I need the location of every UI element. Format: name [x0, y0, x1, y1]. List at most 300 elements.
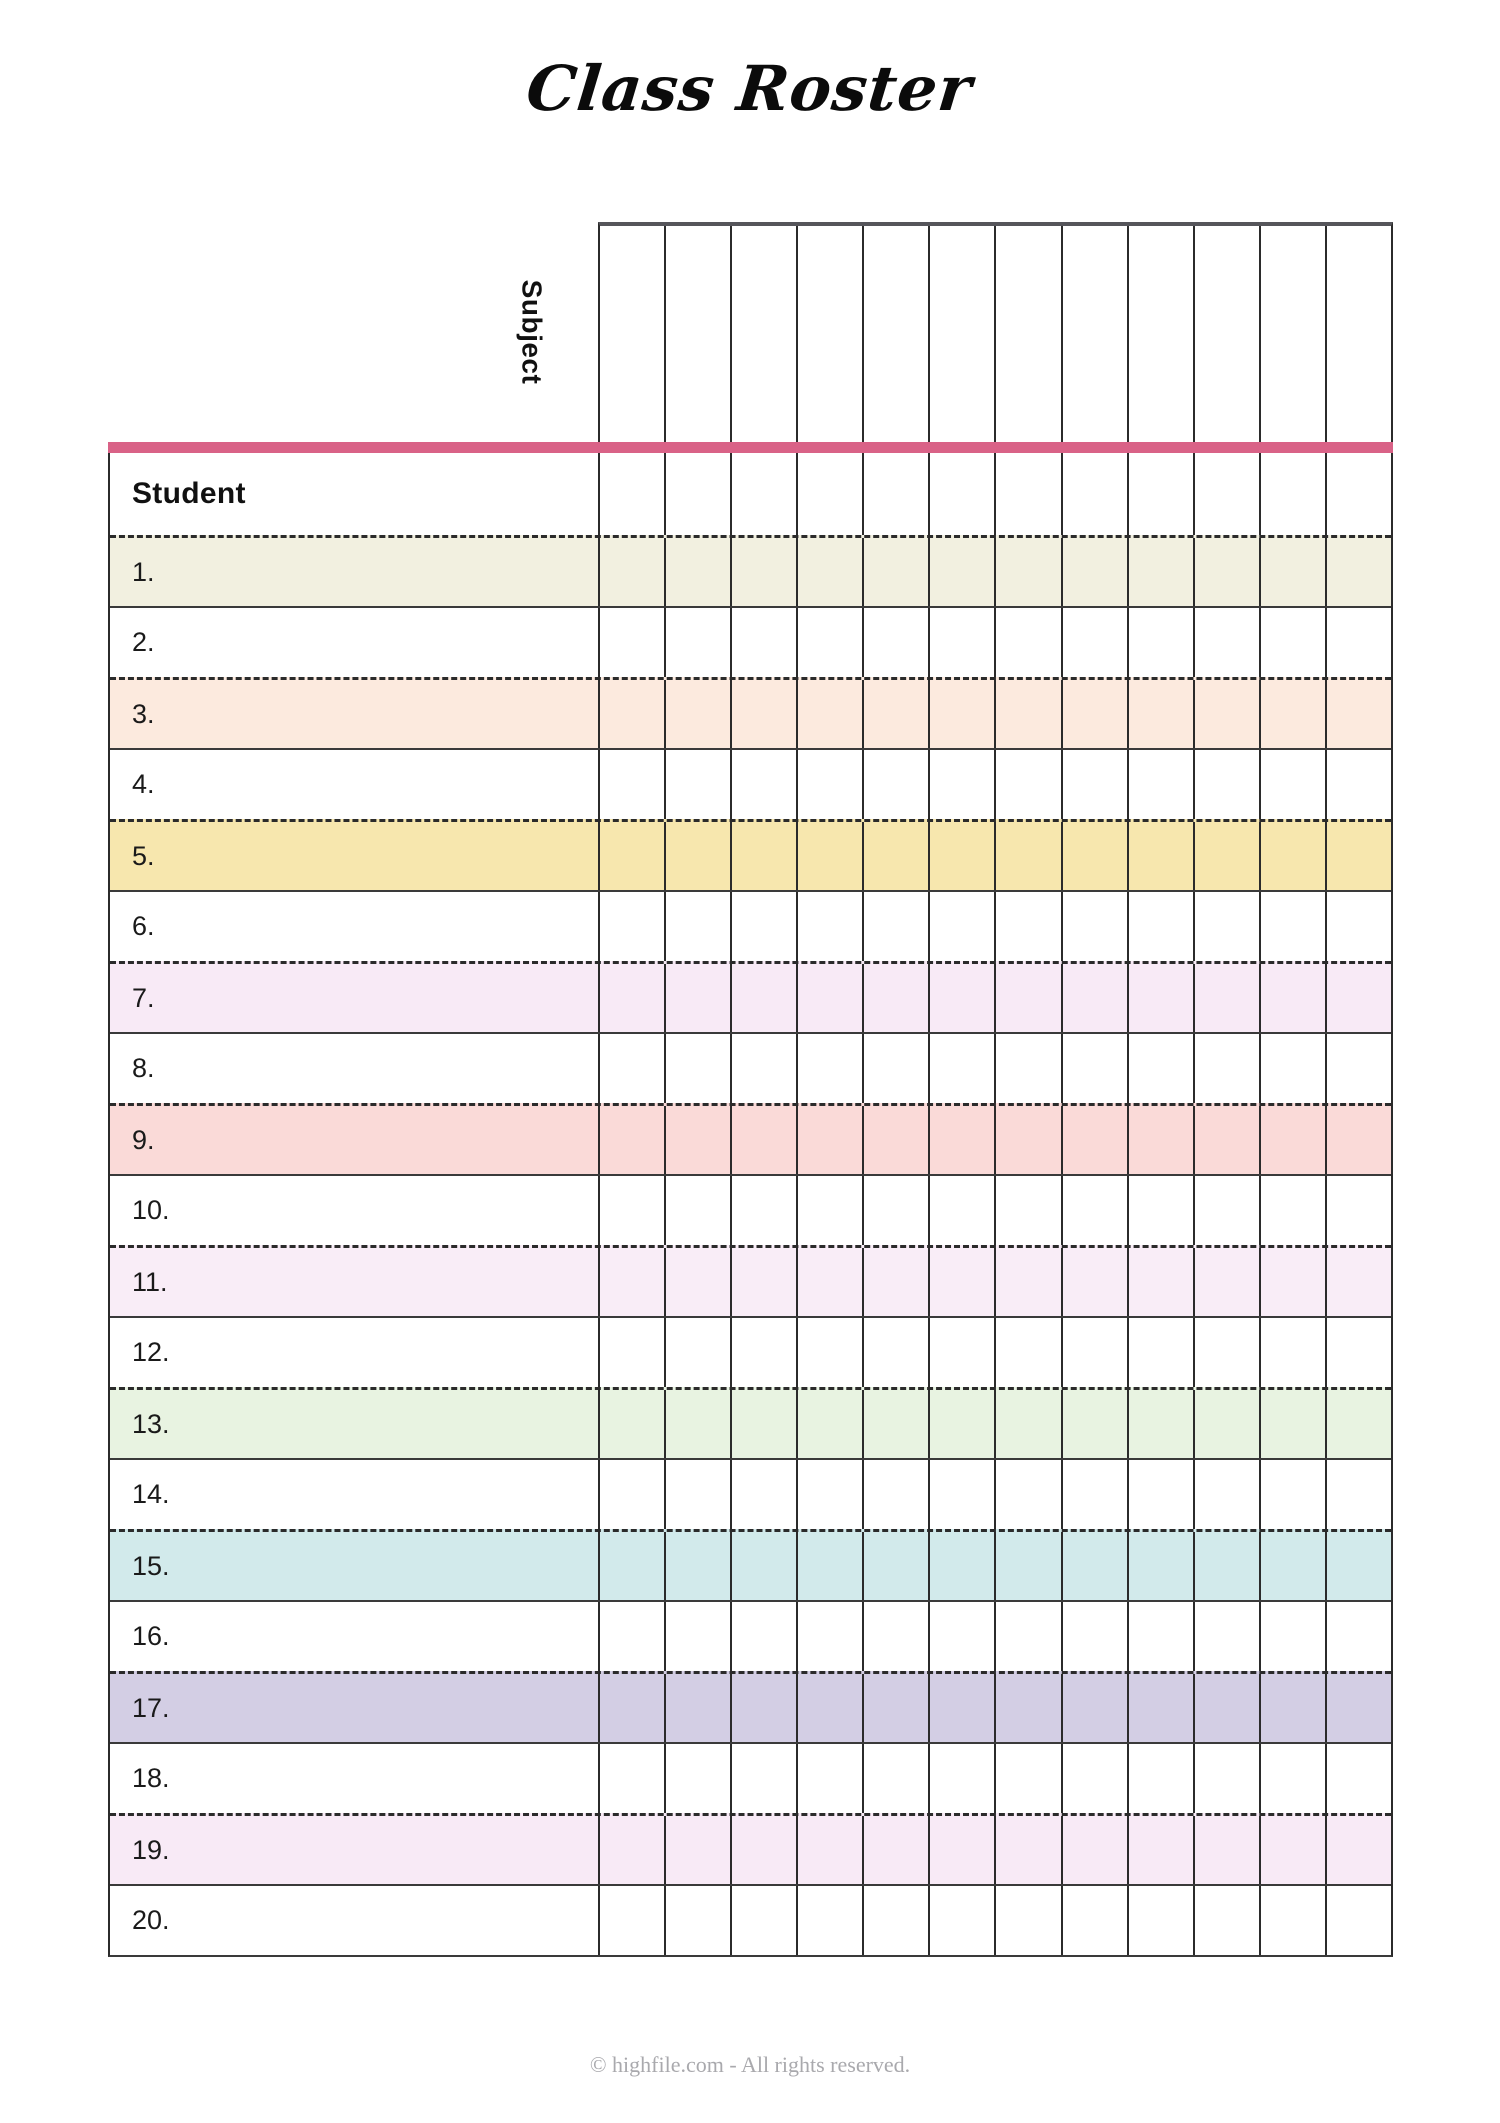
grade-cell-r8-c5[interactable] — [864, 1034, 930, 1103]
grade-cell-r6-c3[interactable] — [732, 892, 798, 961]
grade-cell-r19-c4[interactable] — [798, 1816, 864, 1884]
subject-column-header-8[interactable] — [1063, 226, 1129, 442]
student-name-cell-13[interactable] — [110, 1390, 600, 1458]
grade-cell-r12-c12[interactable] — [1327, 1318, 1391, 1387]
grade-cell-r11-c4[interactable] — [798, 1248, 864, 1316]
grade-cell-r17-c6[interactable] — [930, 1674, 996, 1742]
grade-cell-r17-c9[interactable] — [1129, 1674, 1195, 1742]
grade-cell-r20-c8[interactable] — [1063, 1886, 1129, 1955]
grade-cell-r11-c6[interactable] — [930, 1248, 996, 1316]
grade-cell-r2-c12[interactable] — [1327, 608, 1391, 677]
grade-cell-r2-c3[interactable] — [732, 608, 798, 677]
student-name-cell-6[interactable] — [110, 892, 600, 961]
grade-cell-r3-c8[interactable] — [1063, 680, 1129, 748]
grade-cell-r17-c2[interactable] — [666, 1674, 732, 1742]
grade-cell-r17-c3[interactable] — [732, 1674, 798, 1742]
grade-cell-r10-c5[interactable] — [864, 1176, 930, 1245]
student-header-cell-col-11[interactable] — [1261, 453, 1327, 535]
grade-cell-r5-c5[interactable] — [864, 822, 930, 890]
subject-column-header-4[interactable] — [798, 226, 864, 442]
grade-cell-r15-c9[interactable] — [1129, 1532, 1195, 1600]
grade-cell-r3-c7[interactable] — [996, 680, 1062, 748]
grade-cell-r20-c2[interactable] — [666, 1886, 732, 1955]
grade-cell-r9-c11[interactable] — [1261, 1106, 1327, 1174]
grade-cell-r9-c12[interactable] — [1327, 1106, 1391, 1174]
grade-cell-r5-c7[interactable] — [996, 822, 1062, 890]
grade-cell-r12-c8[interactable] — [1063, 1318, 1129, 1387]
student-name-cell-3[interactable] — [110, 680, 600, 748]
grade-cell-r16-c7[interactable] — [996, 1602, 1062, 1671]
grade-cell-r18-c9[interactable] — [1129, 1744, 1195, 1813]
subject-column-header-7[interactable] — [996, 226, 1062, 442]
grade-cell-r3-c4[interactable] — [798, 680, 864, 748]
student-header-cell-col-4[interactable] — [798, 453, 864, 535]
grade-cell-r10-c2[interactable] — [666, 1176, 732, 1245]
grade-cell-r7-c9[interactable] — [1129, 964, 1195, 1032]
grade-cell-r7-c2[interactable] — [666, 964, 732, 1032]
grade-cell-r11-c7[interactable] — [996, 1248, 1062, 1316]
subject-column-header-3[interactable] — [732, 226, 798, 442]
grade-cell-r9-c5[interactable] — [864, 1106, 930, 1174]
grade-cell-r16-c10[interactable] — [1195, 1602, 1261, 1671]
grade-cell-r8-c1[interactable] — [600, 1034, 666, 1103]
grade-cell-r1-c2[interactable] — [666, 538, 732, 606]
grade-cell-r1-c11[interactable] — [1261, 538, 1327, 606]
grade-cell-r13-c1[interactable] — [600, 1390, 666, 1458]
grade-cell-r2-c1[interactable] — [600, 608, 666, 677]
student-name-cell-17[interactable] — [110, 1674, 600, 1742]
grade-cell-r9-c7[interactable] — [996, 1106, 1062, 1174]
grade-cell-r5-c9[interactable] — [1129, 822, 1195, 890]
grade-cell-r15-c10[interactable] — [1195, 1532, 1261, 1600]
grade-cell-r17-c1[interactable] — [600, 1674, 666, 1742]
grade-cell-r3-c10[interactable] — [1195, 680, 1261, 748]
grade-cell-r5-c11[interactable] — [1261, 822, 1327, 890]
student-name-cell-5[interactable] — [110, 822, 600, 890]
grade-cell-r13-c6[interactable] — [930, 1390, 996, 1458]
grade-cell-r11-c12[interactable] — [1327, 1248, 1391, 1316]
student-name-cell-2[interactable] — [110, 608, 600, 677]
grade-cell-r7-c8[interactable] — [1063, 964, 1129, 1032]
grade-cell-r1-c3[interactable] — [732, 538, 798, 606]
grade-cell-r14-c12[interactable] — [1327, 1460, 1391, 1529]
grade-cell-r16-c12[interactable] — [1327, 1602, 1391, 1671]
grade-cell-r5-c1[interactable] — [600, 822, 666, 890]
grade-cell-r10-c6[interactable] — [930, 1176, 996, 1245]
grade-cell-r19-c12[interactable] — [1327, 1816, 1391, 1884]
grade-cell-r6-c11[interactable] — [1261, 892, 1327, 961]
grade-cell-r5-c3[interactable] — [732, 822, 798, 890]
student-header-cell-col-9[interactable] — [1129, 453, 1195, 535]
grade-cell-r4-c9[interactable] — [1129, 750, 1195, 819]
grade-cell-r3-c1[interactable] — [600, 680, 666, 748]
grade-cell-r4-c7[interactable] — [996, 750, 1062, 819]
grade-cell-r9-c10[interactable] — [1195, 1106, 1261, 1174]
grade-cell-r3-c9[interactable] — [1129, 680, 1195, 748]
student-name-cell-14[interactable] — [110, 1460, 600, 1529]
grade-cell-r11-c11[interactable] — [1261, 1248, 1327, 1316]
grade-cell-r11-c3[interactable] — [732, 1248, 798, 1316]
grade-cell-r18-c6[interactable] — [930, 1744, 996, 1813]
student-name-cell-18[interactable] — [110, 1744, 600, 1813]
grade-cell-r4-c5[interactable] — [864, 750, 930, 819]
row-number: 19. — [132, 1834, 170, 1865]
grade-cell-r5-c12[interactable] — [1327, 822, 1391, 890]
subject-column-header-5[interactable] — [864, 226, 930, 442]
grade-cell-r2-c10[interactable] — [1195, 608, 1261, 677]
grade-cell-r7-c4[interactable] — [798, 964, 864, 1032]
grade-cell-r11-c10[interactable] — [1195, 1248, 1261, 1316]
subject-column-header-10[interactable] — [1195, 226, 1261, 442]
grade-cell-r18-c12[interactable] — [1327, 1744, 1391, 1813]
grade-cell-r5-c10[interactable] — [1195, 822, 1261, 890]
grade-cell-r8-c4[interactable] — [798, 1034, 864, 1103]
grade-cell-r11-c8[interactable] — [1063, 1248, 1129, 1316]
grade-cell-r2-c9[interactable] — [1129, 608, 1195, 677]
grade-cell-r12-c1[interactable] — [600, 1318, 666, 1387]
grade-cell-r6-c10[interactable] — [1195, 892, 1261, 961]
grade-cell-r14-c1[interactable] — [600, 1460, 666, 1529]
grade-cell-r9-c1[interactable] — [600, 1106, 666, 1174]
grade-cell-r11-c9[interactable] — [1129, 1248, 1195, 1316]
grade-cell-r4-c1[interactable] — [600, 750, 666, 819]
grade-cell-r4-c2[interactable] — [666, 750, 732, 819]
table-row — [110, 1316, 1391, 1387]
grade-cell-r13-c8[interactable] — [1063, 1390, 1129, 1458]
grade-cell-r7-c12[interactable] — [1327, 964, 1391, 1032]
subject-column-header-1[interactable] — [600, 226, 666, 442]
grade-cell-r18-c4[interactable] — [798, 1744, 864, 1813]
grade-cell-r4-c10[interactable] — [1195, 750, 1261, 819]
grade-cell-r16-c8[interactable] — [1063, 1602, 1129, 1671]
grade-cell-r1-c5[interactable] — [864, 538, 930, 606]
grade-cell-r11-c1[interactable] — [600, 1248, 666, 1316]
grade-cell-r15-c5[interactable] — [864, 1532, 930, 1600]
grade-cell-r5-c8[interactable] — [1063, 822, 1129, 890]
grade-cell-r14-c2[interactable] — [666, 1460, 732, 1529]
grade-cell-r16-c6[interactable] — [930, 1602, 996, 1671]
grade-cell-r2-c4[interactable] — [798, 608, 864, 677]
grade-cell-r12-c10[interactable] — [1195, 1318, 1261, 1387]
student-header-cell-col-6[interactable] — [930, 453, 996, 535]
row-grid-cells — [600, 1744, 1391, 1813]
row-number: 4. — [132, 769, 155, 799]
grade-cell-r19-c1[interactable] — [600, 1816, 666, 1884]
grade-cell-r20-c7[interactable] — [996, 1886, 1062, 1955]
grade-cell-r16-c2[interactable] — [666, 1602, 732, 1671]
grade-cell-r2-c2[interactable] — [666, 608, 732, 677]
subject-column-header-11[interactable] — [1261, 226, 1327, 442]
grade-cell-r8-c10[interactable] — [1195, 1034, 1261, 1103]
grade-cell-r14-c10[interactable] — [1195, 1460, 1261, 1529]
grade-cell-r8-c2[interactable] — [666, 1034, 732, 1103]
grade-cell-r3-c3[interactable] — [732, 680, 798, 748]
grade-cell-r1-c1[interactable] — [600, 538, 666, 606]
grade-cell-r10-c1[interactable] — [600, 1176, 666, 1245]
grade-cell-r11-c2[interactable] — [666, 1248, 732, 1316]
subject-column-header-2[interactable] — [666, 226, 732, 442]
student-header-cell-col-5[interactable] — [864, 453, 930, 535]
grade-cell-r19-c7[interactable] — [996, 1816, 1062, 1884]
grade-cell-r13-c11[interactable] — [1261, 1390, 1327, 1458]
grade-cell-r13-c12[interactable] — [1327, 1390, 1391, 1458]
grade-cell-r2-c5[interactable] — [864, 608, 930, 677]
grade-cell-r20-c12[interactable] — [1327, 1886, 1391, 1955]
grade-cell-r6-c9[interactable] — [1129, 892, 1195, 961]
subject-column-header-9[interactable] — [1129, 226, 1195, 442]
grade-cell-r14-c11[interactable] — [1261, 1460, 1327, 1529]
grade-cell-r18-c5[interactable] — [864, 1744, 930, 1813]
grade-cell-r13-c2[interactable] — [666, 1390, 732, 1458]
grade-cell-r18-c10[interactable] — [1195, 1744, 1261, 1813]
student-name-cell-20[interactable] — [110, 1886, 600, 1955]
grade-cell-r8-c6[interactable] — [930, 1034, 996, 1103]
grade-cell-r14-c3[interactable] — [732, 1460, 798, 1529]
grade-cell-r17-c5[interactable] — [864, 1674, 930, 1742]
grade-cell-r12-c3[interactable] — [732, 1318, 798, 1387]
grade-cell-r6-c12[interactable] — [1327, 892, 1391, 961]
grade-cell-r19-c8[interactable] — [1063, 1816, 1129, 1884]
grade-cell-r16-c1[interactable] — [600, 1602, 666, 1671]
row-number: 9. — [132, 1124, 155, 1155]
grade-cell-r14-c9[interactable] — [1129, 1460, 1195, 1529]
grade-cell-r4-c12[interactable] — [1327, 750, 1391, 819]
table-row — [110, 1600, 1391, 1671]
grade-cell-r5-c4[interactable] — [798, 822, 864, 890]
grade-cell-r5-c6[interactable] — [930, 822, 996, 890]
grade-cell-r3-c5[interactable] — [864, 680, 930, 748]
grade-cell-r18-c3[interactable] — [732, 1744, 798, 1813]
grade-cell-r11-c5[interactable] — [864, 1248, 930, 1316]
student-name-cell-9[interactable] — [110, 1106, 600, 1174]
grade-cell-r15-c11[interactable] — [1261, 1532, 1327, 1600]
grade-cell-r9-c8[interactable] — [1063, 1106, 1129, 1174]
grade-cell-r15-c4[interactable] — [798, 1532, 864, 1600]
grade-cell-r14-c4[interactable] — [798, 1460, 864, 1529]
grade-cell-r12-c2[interactable] — [666, 1318, 732, 1387]
grade-cell-r8-c7[interactable] — [996, 1034, 1062, 1103]
grade-cell-r3-c2[interactable] — [666, 680, 732, 748]
grade-cell-r4-c4[interactable] — [798, 750, 864, 819]
student-header-cell-col-12[interactable] — [1327, 453, 1391, 535]
grade-cell-r10-c3[interactable] — [732, 1176, 798, 1245]
grade-cell-r6-c6[interactable] — [930, 892, 996, 961]
grade-cell-r19-c3[interactable] — [732, 1816, 798, 1884]
grade-cell-r15-c12[interactable] — [1327, 1532, 1391, 1600]
student-header-cell-col-2[interactable] — [666, 453, 732, 535]
grade-cell-r20-c6[interactable] — [930, 1886, 996, 1955]
subject-column-header-6[interactable] — [930, 226, 996, 442]
grade-cell-r4-c6[interactable] — [930, 750, 996, 819]
grade-cell-r18-c11[interactable] — [1261, 1744, 1327, 1813]
grade-cell-r6-c2[interactable] — [666, 892, 732, 961]
grade-cell-r3-c11[interactable] — [1261, 680, 1327, 748]
grade-cell-r16-c5[interactable] — [864, 1602, 930, 1671]
student-header-cell-col-1[interactable] — [600, 453, 666, 535]
row-number: 14. — [132, 1479, 170, 1509]
grade-cell-r18-c2[interactable] — [666, 1744, 732, 1813]
grade-cell-r15-c6[interactable] — [930, 1532, 996, 1600]
grade-cell-r19-c9[interactable] — [1129, 1816, 1195, 1884]
grade-cell-r18-c1[interactable] — [600, 1744, 666, 1813]
grade-cell-r12-c11[interactable] — [1261, 1318, 1327, 1387]
grade-cell-r20-c5[interactable] — [864, 1886, 930, 1955]
grade-cell-r1-c8[interactable] — [1063, 538, 1129, 606]
grade-cell-r8-c11[interactable] — [1261, 1034, 1327, 1103]
student-name-cell-11[interactable] — [110, 1248, 600, 1316]
grade-cell-r10-c10[interactable] — [1195, 1176, 1261, 1245]
grade-cell-r10-c7[interactable] — [996, 1176, 1062, 1245]
grade-cell-r16-c3[interactable] — [732, 1602, 798, 1671]
grade-cell-r7-c1[interactable] — [600, 964, 666, 1032]
grade-cell-r8-c8[interactable] — [1063, 1034, 1129, 1103]
grade-cell-r12-c9[interactable] — [1129, 1318, 1195, 1387]
student-name-cell-12[interactable] — [110, 1318, 600, 1387]
grade-cell-r16-c11[interactable] — [1261, 1602, 1327, 1671]
grade-cell-r15-c1[interactable] — [600, 1532, 666, 1600]
grade-cell-r15-c2[interactable] — [666, 1532, 732, 1600]
grade-cell-r20-c4[interactable] — [798, 1886, 864, 1955]
grade-cell-r20-c11[interactable] — [1261, 1886, 1327, 1955]
student-name-cell-7[interactable] — [110, 964, 600, 1032]
table-row — [110, 1458, 1391, 1529]
grade-cell-r13-c10[interactable] — [1195, 1390, 1261, 1458]
grade-cell-r17-c7[interactable] — [996, 1674, 1062, 1742]
grade-cell-r15-c3[interactable] — [732, 1532, 798, 1600]
row-grid-cells — [600, 1886, 1391, 1955]
grade-cell-r1-c7[interactable] — [996, 538, 1062, 606]
grade-cell-r13-c9[interactable] — [1129, 1390, 1195, 1458]
grade-cell-r3-c12[interactable] — [1327, 680, 1391, 748]
grade-cell-r10-c9[interactable] — [1129, 1176, 1195, 1245]
student-name-cell-10[interactable] — [110, 1176, 600, 1245]
grade-cell-r14-c5[interactable] — [864, 1460, 930, 1529]
subject-label: Subject — [516, 279, 548, 385]
grade-cell-r18-c7[interactable] — [996, 1744, 1062, 1813]
grade-cell-r4-c11[interactable] — [1261, 750, 1327, 819]
grade-cell-r4-c8[interactable] — [1063, 750, 1129, 819]
grade-cell-r7-c10[interactable] — [1195, 964, 1261, 1032]
grade-cell-r9-c4[interactable] — [798, 1106, 864, 1174]
grade-cell-r7-c11[interactable] — [1261, 964, 1327, 1032]
grade-cell-r1-c10[interactable] — [1195, 538, 1261, 606]
grade-cell-r6-c1[interactable] — [600, 892, 666, 961]
grade-cell-r1-c4[interactable] — [798, 538, 864, 606]
student-header-cell-col-3[interactable] — [732, 453, 798, 535]
grade-cell-r2-c8[interactable] — [1063, 608, 1129, 677]
row-grid-cells — [600, 1602, 1391, 1671]
grade-cell-r7-c6[interactable] — [930, 964, 996, 1032]
student-name-cell-1[interactable] — [110, 538, 600, 606]
grade-cell-r12-c7[interactable] — [996, 1318, 1062, 1387]
grade-cell-r18-c8[interactable] — [1063, 1744, 1129, 1813]
grade-cell-r6-c5[interactable] — [864, 892, 930, 961]
row-number: 5. — [132, 840, 155, 871]
grade-cell-r3-c6[interactable] — [930, 680, 996, 748]
grade-cell-r20-c9[interactable] — [1129, 1886, 1195, 1955]
grade-cell-r1-c12[interactable] — [1327, 538, 1391, 606]
student-name-cell-15[interactable] — [110, 1532, 600, 1600]
grade-cell-r19-c5[interactable] — [864, 1816, 930, 1884]
grade-cell-r12-c5[interactable] — [864, 1318, 930, 1387]
grade-cell-r2-c7[interactable] — [996, 608, 1062, 677]
grade-cell-r4-c3[interactable] — [732, 750, 798, 819]
grade-cell-r17-c10[interactable] — [1195, 1674, 1261, 1742]
grade-cell-r14-c6[interactable] — [930, 1460, 996, 1529]
grade-cell-r7-c7[interactable] — [996, 964, 1062, 1032]
grade-cell-r8-c9[interactable] — [1129, 1034, 1195, 1103]
grade-cell-r15-c7[interactable] — [996, 1532, 1062, 1600]
grade-cell-r6-c8[interactable] — [1063, 892, 1129, 961]
grade-cell-r6-c7[interactable] — [996, 892, 1062, 961]
grade-cell-r7-c5[interactable] — [864, 964, 930, 1032]
student-header-cell-col-7[interactable] — [996, 453, 1062, 535]
row-grid-cells — [600, 1390, 1391, 1458]
grade-cell-r10-c8[interactable] — [1063, 1176, 1129, 1245]
grade-cell-r12-c4[interactable] — [798, 1318, 864, 1387]
grade-cell-r20-c3[interactable] — [732, 1886, 798, 1955]
grade-cell-r10-c12[interactable] — [1327, 1176, 1391, 1245]
grade-cell-r6-c4[interactable] — [798, 892, 864, 961]
grade-cell-r1-c9[interactable] — [1129, 538, 1195, 606]
grade-cell-r14-c7[interactable] — [996, 1460, 1062, 1529]
grade-cell-r13-c7[interactable] — [996, 1390, 1062, 1458]
grade-cell-r9-c2[interactable] — [666, 1106, 732, 1174]
grade-cell-r10-c4[interactable] — [798, 1176, 864, 1245]
student-name-cell-16[interactable] — [110, 1602, 600, 1671]
student-header-cell-col-10[interactable] — [1195, 453, 1261, 535]
grade-cell-r19-c2[interactable] — [666, 1816, 732, 1884]
grade-cell-r13-c3[interactable] — [732, 1390, 798, 1458]
grade-cell-r2-c6[interactable] — [930, 608, 996, 677]
grade-cell-r13-c4[interactable] — [798, 1390, 864, 1458]
grade-cell-r19-c6[interactable] — [930, 1816, 996, 1884]
grade-cell-r15-c8[interactable] — [1063, 1532, 1129, 1600]
grade-cell-r12-c6[interactable] — [930, 1318, 996, 1387]
grade-cell-r13-c5[interactable] — [864, 1390, 930, 1458]
grade-cell-r20-c1[interactable] — [600, 1886, 666, 1955]
student-name-cell-4[interactable] — [110, 750, 600, 819]
subject-label-cell — [108, 222, 598, 442]
grade-cell-r9-c6[interactable] — [930, 1106, 996, 1174]
grade-cell-r17-c8[interactable] — [1063, 1674, 1129, 1742]
grade-cell-r8-c12[interactable] — [1327, 1034, 1391, 1103]
grade-cell-r17-c4[interactable] — [798, 1674, 864, 1742]
grade-cell-r19-c10[interactable] — [1195, 1816, 1261, 1884]
grade-cell-r17-c12[interactable] — [1327, 1674, 1391, 1742]
grade-cell-r2-c11[interactable] — [1261, 608, 1327, 677]
grade-cell-r17-c11[interactable] — [1261, 1674, 1327, 1742]
grade-cell-r1-c6[interactable] — [930, 538, 996, 606]
grade-cell-r9-c9[interactable] — [1129, 1106, 1195, 1174]
table-row — [110, 606, 1391, 677]
grade-cell-r9-c3[interactable] — [732, 1106, 798, 1174]
student-name-cell-19[interactable] — [110, 1816, 600, 1884]
student-label: Student — [132, 477, 246, 510]
student-header-cell-col-8[interactable] — [1063, 453, 1129, 535]
grade-cell-r10-c11[interactable] — [1261, 1176, 1327, 1245]
grade-cell-r20-c10[interactable] — [1195, 1886, 1261, 1955]
grade-cell-r16-c9[interactable] — [1129, 1602, 1195, 1671]
grade-cell-r8-c3[interactable] — [732, 1034, 798, 1103]
subject-column-header-12[interactable] — [1327, 226, 1391, 442]
grade-cell-r14-c8[interactable] — [1063, 1460, 1129, 1529]
grade-cell-r19-c11[interactable] — [1261, 1816, 1327, 1884]
grade-cell-r16-c4[interactable] — [798, 1602, 864, 1671]
student-name-cell-8[interactable] — [110, 1034, 600, 1103]
grade-cell-r7-c3[interactable] — [732, 964, 798, 1032]
grade-cell-r5-c2[interactable] — [666, 822, 732, 890]
